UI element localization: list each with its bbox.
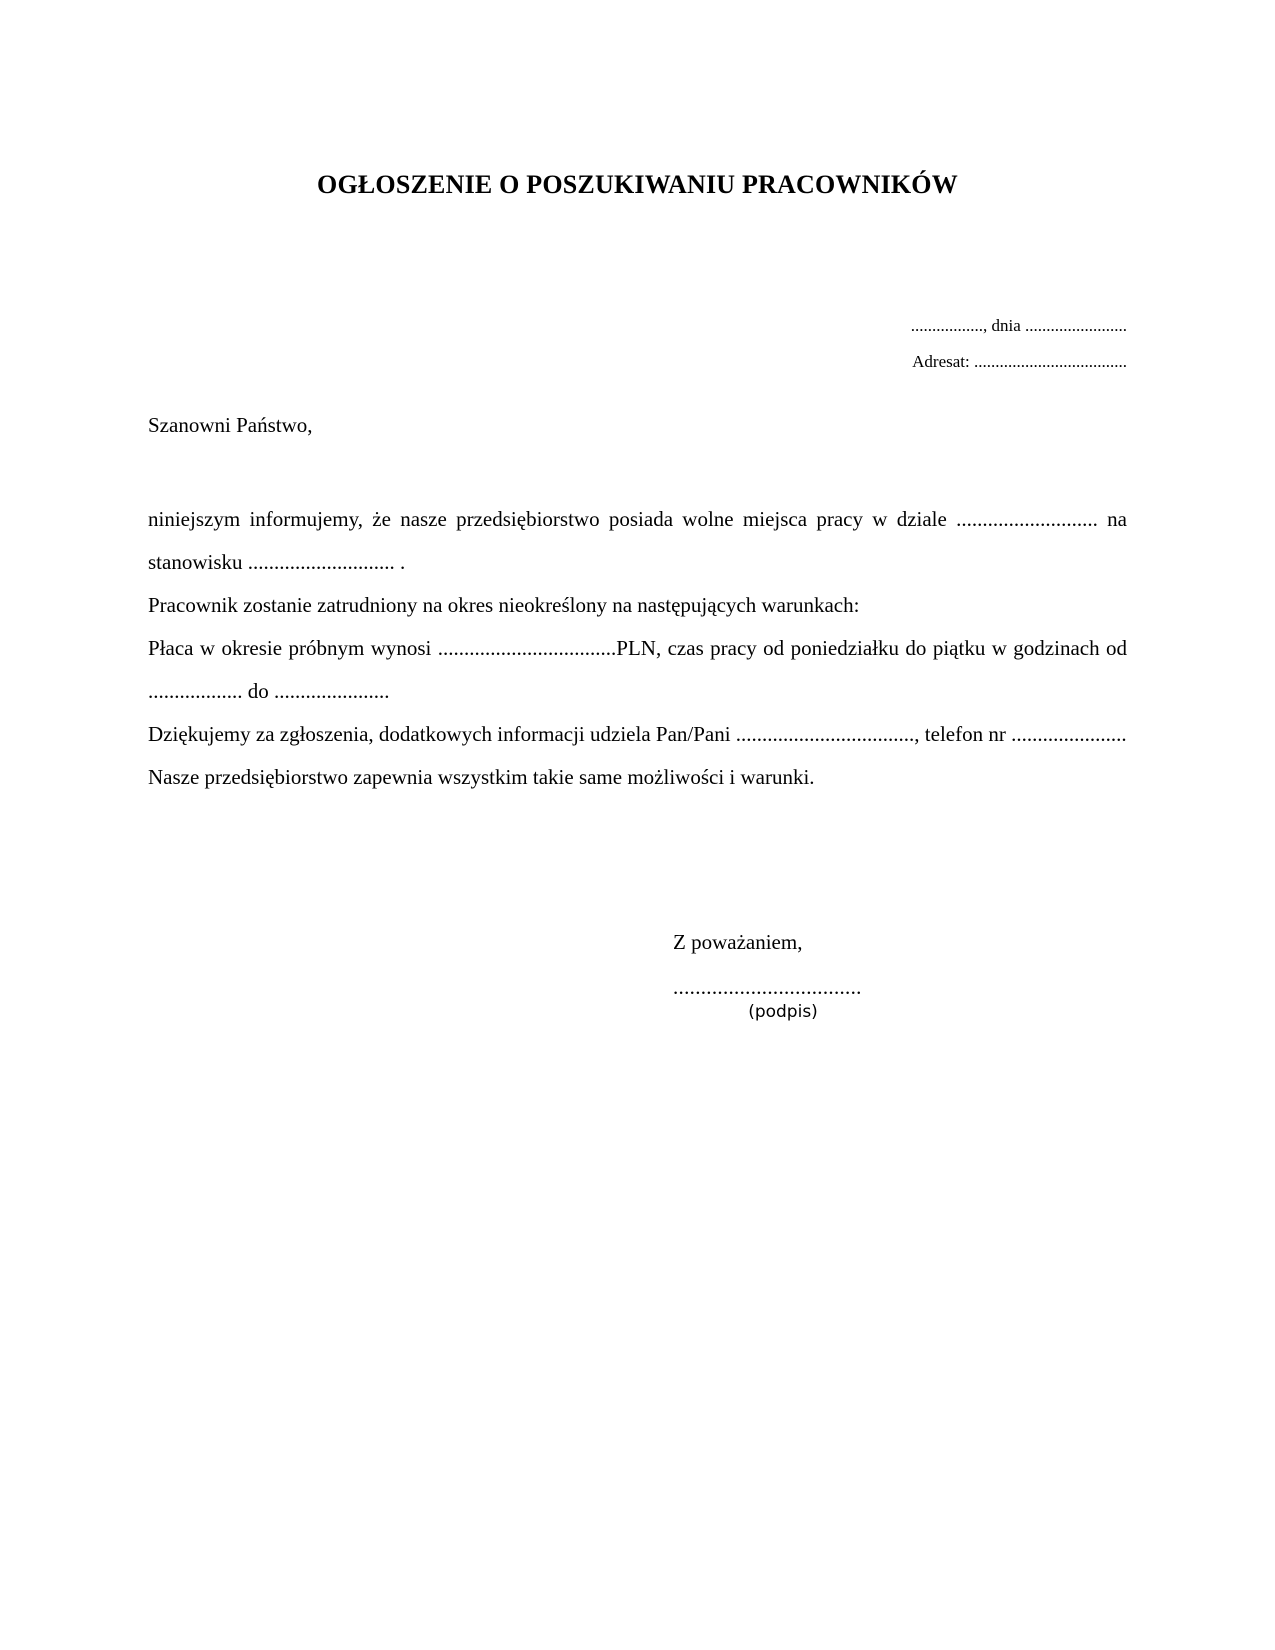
paragraph-equal-opportunity: Nasze przedsiębiorstwo zapewnia wszystkim takie same możliwości i warunki. [148,765,815,789]
greeting: Szanowni Państwo, [148,413,313,437]
addressee-line: Adresat: .................................... [912,352,1127,371]
paragraph-employment-terms: Pracownik zostanie zatrudniony na okres nieokreślony na następujących warunkach: [148,593,860,617]
paragraph-vacancy: niniejszym informujemy, że nasze przedsiębiorstwo posiada wolne miejsca pracy w dziale ........................... na stanowisku ............................ . [148,507,1127,574]
date-line: ................., dnia ........................ [910,316,1127,335]
signature-label: (podpis) [748,1002,818,1022]
paragraph-salary-hours: Płaca w okresie próbnym wynosi ..................................PLN, czas pracy od poniedziałku do piątku w godzinach od .................. do ...................... [148,636,1127,703]
paragraph-contact: Dziękujemy za zgłoszenia, dodatkowych informacji udziela Pan/Pani .................................., telefon nr ...................... [148,722,1127,746]
signature-line: .................................. [673,975,862,999]
letter-body [148,498,1127,799]
closing: Z poważaniem, [673,930,803,954]
document-title: OGŁOSZENIE O POSZUKIWANIU PRACOWNIKÓW [317,170,958,199]
